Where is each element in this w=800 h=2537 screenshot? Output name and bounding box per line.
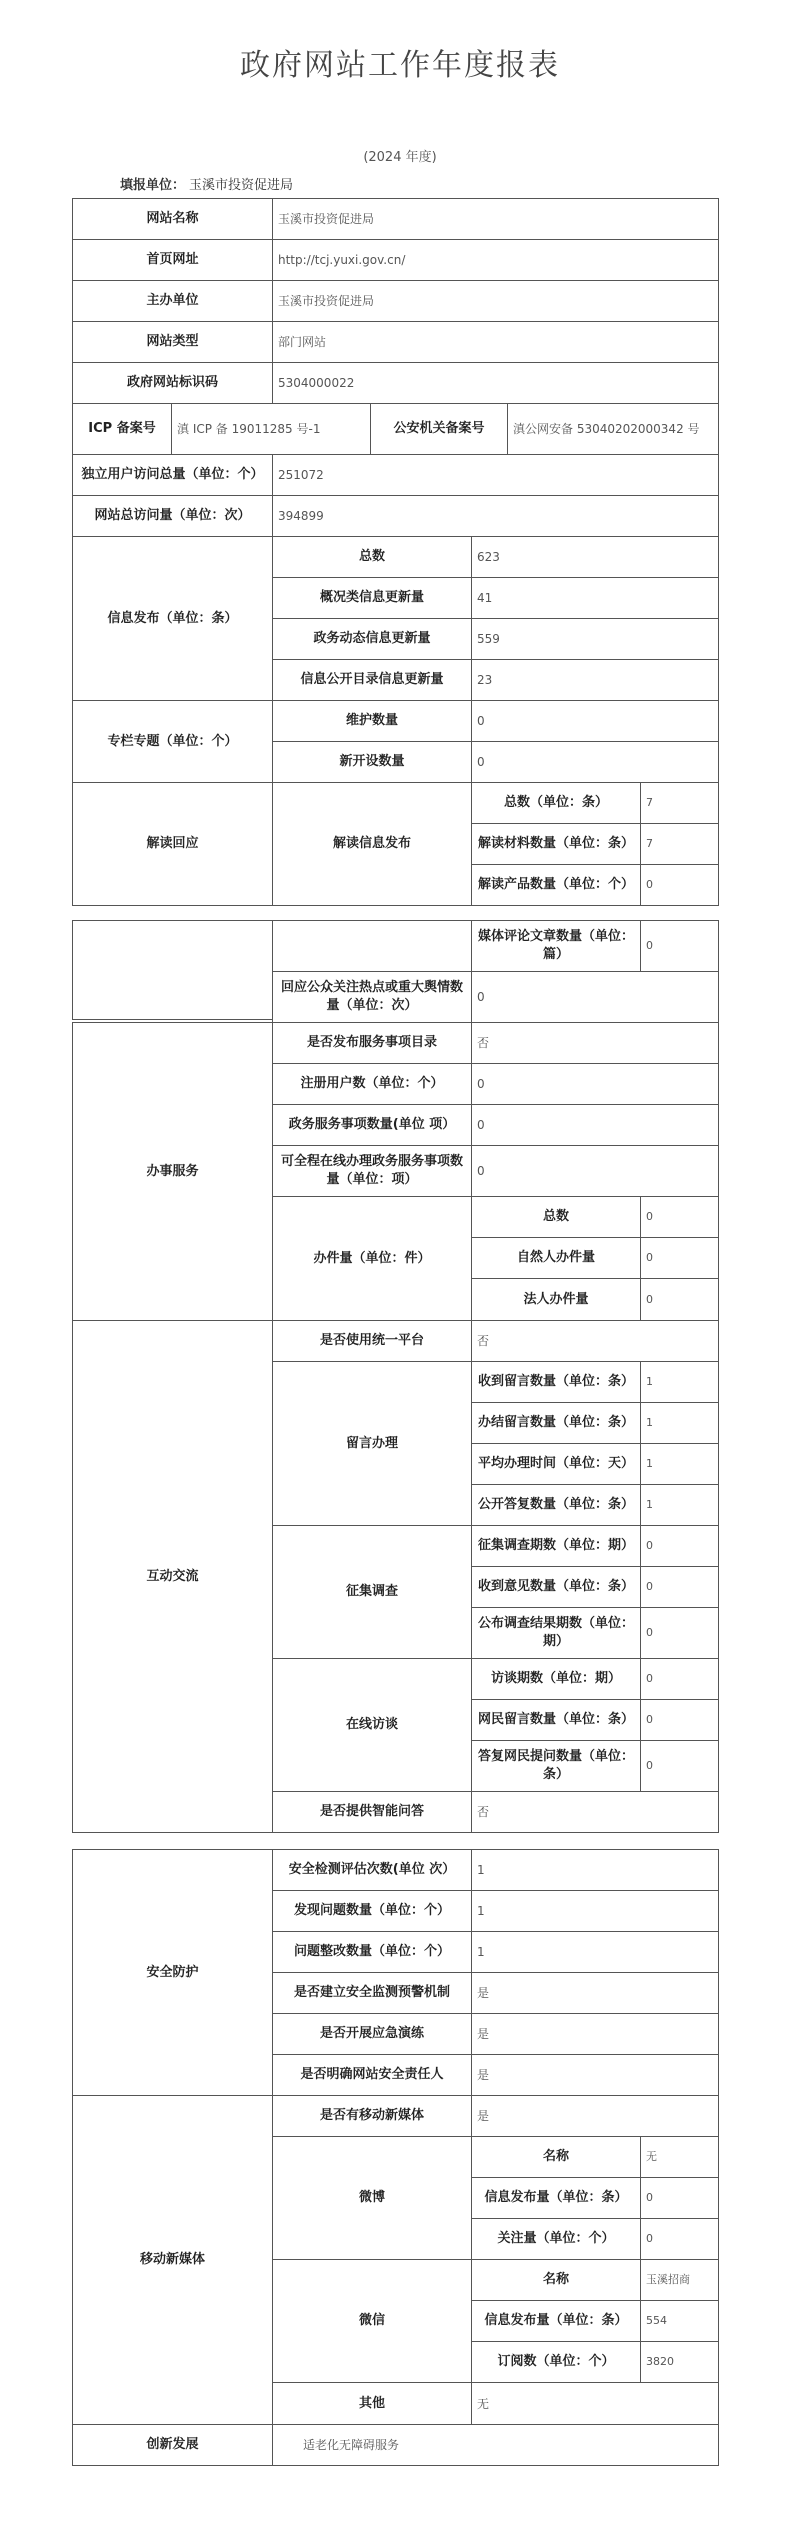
weibo-posts-label: 信息发布量（单位：条） <box>471 2177 641 2219</box>
volume-total-label: 总数 <box>471 1196 641 1238</box>
info-catalog-value: 23 <box>471 659 719 701</box>
weibo-followers-value: 0 <box>640 2218 719 2260</box>
volume-legal-label: 法人办件量 <box>471 1278 641 1321</box>
info-catalog-label: 信息公开目录信息更新量 <box>272 659 472 701</box>
info-publish-label: 信息发布（单位：条） <box>72 536 273 701</box>
security-drill-label: 是否开展应急演练 <box>272 2013 472 2055</box>
security-tests-value: 1 <box>471 1849 719 1891</box>
wechat-subscribers-value: 3820 <box>640 2341 719 2383</box>
site-name-label: 网站名称 <box>72 198 273 240</box>
message-closed-value: 1 <box>640 1402 719 1444</box>
interpret-continued <box>72 920 273 1020</box>
volume-person-label: 自然人办件量 <box>471 1237 641 1279</box>
security-issues-label: 发现问题数量（单位：个） <box>272 1890 472 1932</box>
security-drill-value: 是 <box>471 2013 719 2055</box>
has-mobile-label: 是否有移动新媒体 <box>272 2095 472 2137</box>
weibo-label: 微博 <box>272 2136 472 2260</box>
wechat-name-value: 玉溪招商 <box>640 2259 719 2301</box>
wechat-label: 微信 <box>272 2259 472 2383</box>
info-dynamic-value: 559 <box>471 618 719 660</box>
unified-platform-value: 否 <box>471 1320 719 1362</box>
services-catalog-value: 否 <box>471 1022 719 1064</box>
report-year: (2024 年度) <box>363 150 437 165</box>
services-online-value: 0 <box>471 1145 719 1197</box>
interpret-product-value: 0 <box>640 864 719 906</box>
interview-periods-label: 访谈期数（单位：期） <box>471 1658 641 1700</box>
media-review-label: 媒体评论文章数量（单位：篇） <box>471 920 641 972</box>
info-dynamic-label: 政务动态信息更新量 <box>272 618 472 660</box>
message-handling-label: 留言办理 <box>272 1361 472 1526</box>
columns-new-label: 新开设数量 <box>272 741 472 783</box>
respond-hotspot-label: 回应公众关注热点或重大舆情数量（单位：次） <box>272 971 472 1023</box>
site-code-value: 5304000022 <box>272 362 719 404</box>
interview-periods-value: 0 <box>640 1658 719 1700</box>
security-fixed-value: 1 <box>471 1931 719 1973</box>
services-items-value: 0 <box>471 1104 719 1146</box>
survey-periods-value: 0 <box>640 1525 719 1567</box>
message-avg-time-value: 1 <box>640 1443 719 1485</box>
services-volume-label: 办件量（单位：件） <box>272 1196 472 1321</box>
filler-unit <box>120 174 293 193</box>
columns-maintain-value: 0 <box>471 700 719 742</box>
info-overview-value: 41 <box>471 577 719 619</box>
filler-value: 玉溪市投资促进局 <box>189 178 294 193</box>
message-received-label: 收到留言数量（单位：条） <box>471 1361 641 1403</box>
message-received-value: 1 <box>640 1361 719 1403</box>
has-mobile-value: 是 <box>471 2095 719 2137</box>
survey-results-value: 0 <box>640 1607 719 1659</box>
services-items-label: 政务服务事项数量(单位 项） <box>272 1104 472 1146</box>
total-visits-label: 网站总访问量（单位：次） <box>72 495 273 537</box>
icp-value: 滇 ICP 备 19011285 号-1 <box>171 403 371 455</box>
mobile-other-value: 无 <box>471 2382 719 2425</box>
interpret-total-value: 7 <box>640 782 719 824</box>
survey-results-label: 公布调查结果期数（单位：期） <box>471 1607 641 1659</box>
total-visits-value: 394899 <box>272 495 719 537</box>
site-code-label: 政府网站标识码 <box>72 362 273 404</box>
services-label: 办事服务 <box>72 1022 273 1321</box>
security-owner-label: 是否明确网站安全责任人 <box>272 2054 472 2096</box>
interpret-material-label: 解读材料数量（单位：条） <box>471 823 641 865</box>
weibo-followers-label: 关注量（单位：个） <box>471 2218 641 2260</box>
message-closed-label: 办结留言数量（单位：条） <box>471 1402 641 1444</box>
smart-qa-label: 是否提供智能问答 <box>272 1791 472 1833</box>
police-record-value: 滇公网安备 53040202000342 号 <box>507 403 719 455</box>
wechat-name-label: 名称 <box>471 2259 641 2301</box>
security-label: 安全防护 <box>72 1849 273 2096</box>
security-fixed-label: 问题整改数量（单位：个） <box>272 1931 472 1973</box>
survey-opinions-label: 收到意见数量（单位：条） <box>471 1566 641 1608</box>
respond-hotspot-value: 0 <box>471 971 719 1023</box>
unified-platform-label: 是否使用统一平台 <box>272 1320 472 1362</box>
interaction-label: 互动交流 <box>72 1320 273 1833</box>
weibo-name-label: 名称 <box>471 2136 641 2178</box>
interview-replies-value: 0 <box>640 1740 719 1792</box>
interpret-material-value: 7 <box>640 823 719 865</box>
interview-label: 在线访谈 <box>272 1658 472 1792</box>
interpret-product-label: 解读产品数量（单位：个） <box>471 864 641 906</box>
security-owner-value: 是 <box>471 2054 719 2096</box>
interview-replies-label: 答复网民提问数量（单位：条） <box>471 1740 641 1792</box>
interpret-label: 解读回应 <box>72 782 273 906</box>
survey-opinions-value: 0 <box>640 1566 719 1608</box>
home-url-label: 首页网址 <box>72 239 273 281</box>
services-online-label: 可全程在线办理政务服务事项数量（单位：项） <box>272 1145 472 1197</box>
volume-person-value: 0 <box>640 1237 719 1279</box>
info-total-label: 总数 <box>272 536 472 578</box>
interpret-continued-sub <box>272 920 472 972</box>
filler-label: 填报单位： <box>120 178 186 193</box>
interpret-publish-label: 解读信息发布 <box>272 782 472 906</box>
smart-qa-value: 否 <box>471 1791 719 1833</box>
survey-label: 征集调查 <box>272 1525 472 1659</box>
host-unit-label: 主办单位 <box>72 280 273 322</box>
message-public-value: 1 <box>640 1484 719 1526</box>
interview-messages-value: 0 <box>640 1699 719 1741</box>
page-title: 政府网站工作年度报表 <box>240 48 560 83</box>
security-warning-label: 是否建立安全监测预警机制 <box>272 1972 472 2014</box>
message-public-label: 公开答复数量（单位：条） <box>471 1484 641 1526</box>
survey-periods-label: 征集调查期数（单位：期） <box>471 1525 641 1567</box>
innovation-label: 创新发展 <box>72 2424 273 2466</box>
columns-label: 专栏专题（单位：个） <box>72 700 273 783</box>
security-tests-label: 安全检测评估次数(单位 次） <box>272 1849 472 1891</box>
mobile-other-label: 其他 <box>272 2382 472 2425</box>
info-overview-label: 概况类信息更新量 <box>272 577 472 619</box>
interview-messages-label: 网民留言数量（单位：条） <box>471 1699 641 1741</box>
weibo-posts-value: 0 <box>640 2177 719 2219</box>
security-warning-value: 是 <box>471 1972 719 2014</box>
media-review-value: 0 <box>640 920 719 972</box>
services-users-label: 注册用户数（单位：个） <box>272 1063 472 1105</box>
weibo-name-value: 无 <box>640 2136 719 2178</box>
wechat-posts-value: 554 <box>640 2300 719 2342</box>
wechat-subscribers-label: 订阅数（单位：个） <box>471 2341 641 2383</box>
columns-new-value: 0 <box>471 741 719 783</box>
security-issues-value: 1 <box>471 1890 719 1932</box>
unique-visitors-label: 独立用户访问总量（单位：个） <box>72 454 273 496</box>
innovation-value: 适老化无障碍服务 <box>272 2424 719 2466</box>
info-total-value: 623 <box>471 536 719 578</box>
home-url-value: http://tcj.yuxi.gov.cn/ <box>272 239 719 281</box>
site-type-label: 网站类型 <box>72 321 273 363</box>
volume-total-value: 0 <box>640 1196 719 1238</box>
site-name-value: 玉溪市投资促进局 <box>272 198 719 240</box>
host-unit-value: 玉溪市投资促进局 <box>272 280 719 322</box>
icp-label: ICP 备案号 <box>72 403 172 455</box>
volume-legal-value: 0 <box>640 1278 719 1321</box>
columns-maintain-label: 维护数量 <box>272 700 472 742</box>
interpret-total-label: 总数（单位：条） <box>471 782 641 824</box>
wechat-posts-label: 信息发布量（单位：条） <box>471 2300 641 2342</box>
services-catalog-label: 是否发布服务事项目录 <box>272 1022 472 1064</box>
mobile-label: 移动新媒体 <box>72 2095 273 2425</box>
unique-visitors-value: 251072 <box>272 454 719 496</box>
services-users-value: 0 <box>471 1063 719 1105</box>
site-type-value: 部门网站 <box>272 321 719 363</box>
message-avg-time-label: 平均办理时间（单位：天） <box>471 1443 641 1485</box>
police-record-label: 公安机关备案号 <box>370 403 508 455</box>
